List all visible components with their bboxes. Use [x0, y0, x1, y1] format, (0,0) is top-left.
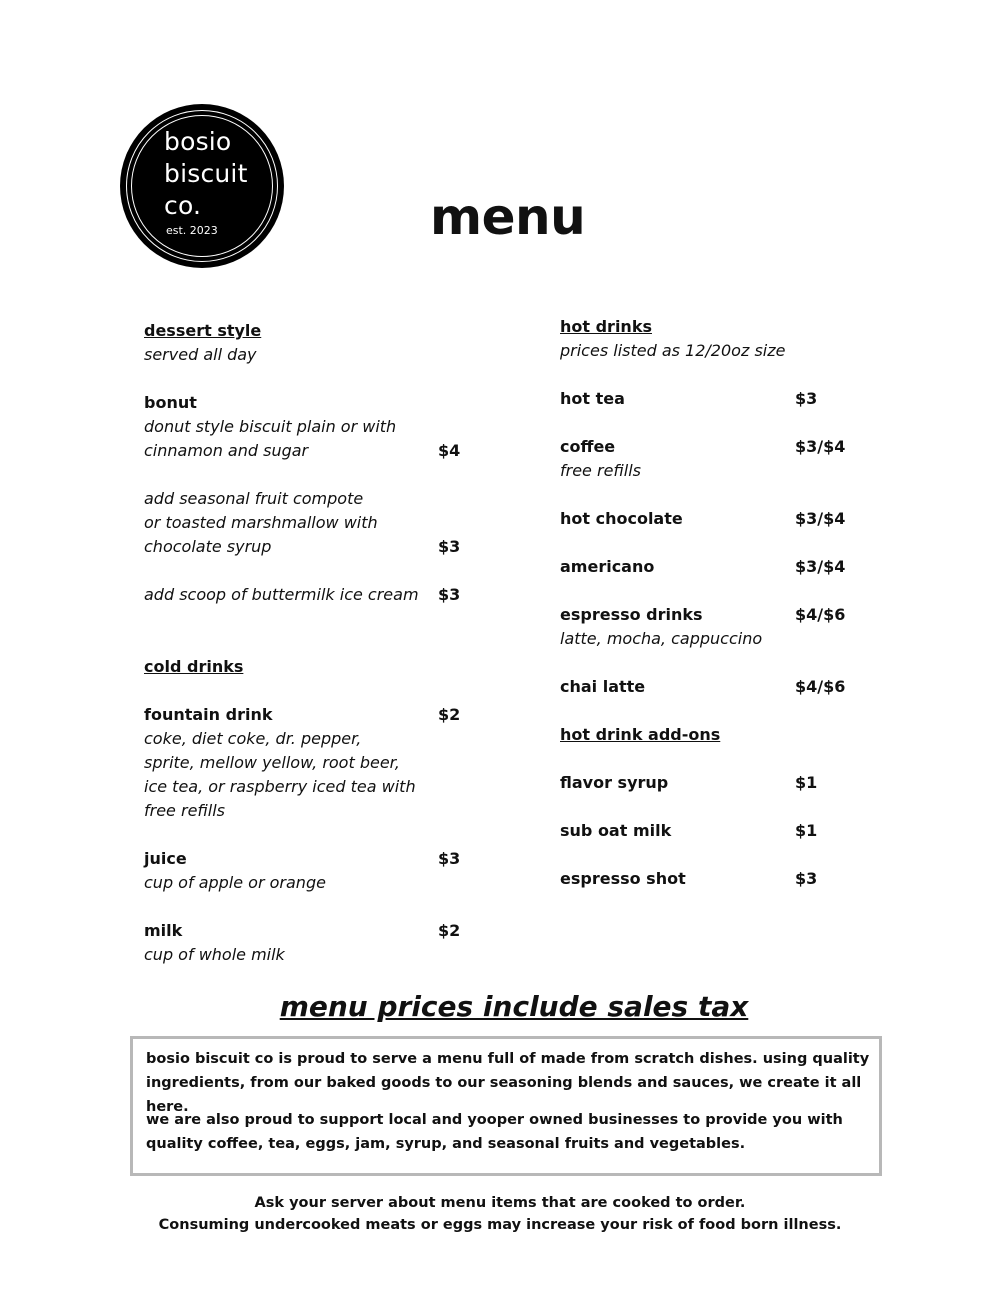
bonut-description: cinnamon and sugar [144, 441, 309, 460]
logo-line-1: bosio [164, 127, 232, 156]
milk-price: $2 [438, 921, 461, 940]
hot-drinks-heading: hot drinks [560, 317, 652, 336]
hot-drinks-subtitle: prices listed as 12/20oz size [560, 341, 786, 360]
addon-compote-price: $3 [438, 537, 461, 556]
addon-item-price: $1 [795, 821, 818, 840]
addon-compote-description: add seasonal fruit compote [144, 489, 364, 508]
about-paragraph: we are also proud to support local and yooper owned businesses to provide you with quality coffee, tea, eggs, jam, syrup, and seasonal fruits and vegetables. [146, 1112, 843, 1152]
tax-note: menu prices include sales tax [279, 990, 749, 1023]
addon-ice-cream-description: add scoop of buttermilk ice cream [144, 585, 419, 604]
fountain-drink-description: ice tea, or raspberry iced tea with [144, 777, 416, 796]
page-title: menu [430, 188, 586, 246]
dessert-subtitle: served all day [144, 345, 257, 364]
juice-description: cup of apple or orange [144, 873, 326, 892]
fountain-drink-description: free refills [144, 801, 225, 820]
menu-item-description: free refills [560, 461, 641, 480]
menu-item-price: $3/$4 [795, 509, 846, 528]
logo-line-3: co. [164, 191, 202, 220]
menu-item-name: chai latte [560, 677, 646, 696]
hot-drink-addons-heading: hot drink add-ons [560, 725, 721, 744]
footer-line: Consuming undercooked meats or eggs may increase your risk of food born illness. [158, 1217, 842, 1233]
milk-description: cup of whole milk [144, 945, 285, 964]
menu-item-price: $3/$4 [795, 437, 846, 456]
addon-compote-description: or toasted marshmallow with [144, 513, 378, 532]
menu-item-price: $3/$4 [795, 557, 846, 576]
menu-item-name: americano [560, 557, 655, 576]
addon-item-name: sub oat milk [560, 821, 672, 840]
footer-line: Ask your server about menu items that are cooked to order. [254, 1195, 746, 1211]
bonut-name: bonut [144, 393, 197, 412]
logo [120, 104, 284, 268]
addon-ice-cream-price: $3 [438, 585, 461, 604]
fountain-drink-name: fountain drink [144, 705, 273, 724]
menu-item-price: $4/$6 [795, 605, 846, 624]
footer-disclaimer [0, 1192, 1000, 1236]
menu-item-price: $3 [795, 389, 818, 408]
juice-price: $3 [438, 849, 461, 868]
fountain-drink-description: coke, diet coke, dr. pepper, [144, 729, 362, 748]
fountain-drink-price: $2 [438, 705, 461, 724]
menu-item-name: hot tea [560, 389, 625, 408]
menu-item-name: hot chocolate [560, 509, 683, 528]
milk-name: milk [144, 921, 183, 940]
menu-item-name: coffee [560, 437, 616, 456]
logo-wordmark [164, 126, 248, 222]
about-box [130, 1036, 882, 1176]
fountain-drink-description: sprite, mellow yellow, root beer, [144, 753, 400, 772]
juice-name: juice [144, 849, 187, 868]
addon-item-price: $1 [795, 773, 818, 792]
addon-item-price: $3 [795, 869, 818, 888]
menu-item-description: latte, mocha, cappuccino [560, 629, 763, 648]
about-paragraph: bosio biscuit co is proud to serve a menu full of made from scratch dishes. using quality ingredients, from our baked goods to our seasoning blends and sauces, we create it all here. [146, 1051, 870, 1115]
cold-drinks-heading: cold drinks [144, 657, 244, 676]
bonut-price: $4 [438, 441, 461, 460]
addon-item-name: espresso shot [560, 869, 686, 888]
addon-item-name: flavor syrup [560, 773, 669, 792]
menu-item-name: espresso drinks [560, 605, 703, 624]
logo-line-2: biscuit [164, 159, 248, 188]
addon-compote-description: chocolate syrup [144, 537, 272, 556]
bonut-description: donut style biscuit plain or with [144, 417, 397, 436]
logo-est: est. 2023 [166, 224, 218, 237]
dessert-heading: dessert style [144, 321, 262, 340]
menu-item-price: $4/$6 [795, 677, 846, 696]
